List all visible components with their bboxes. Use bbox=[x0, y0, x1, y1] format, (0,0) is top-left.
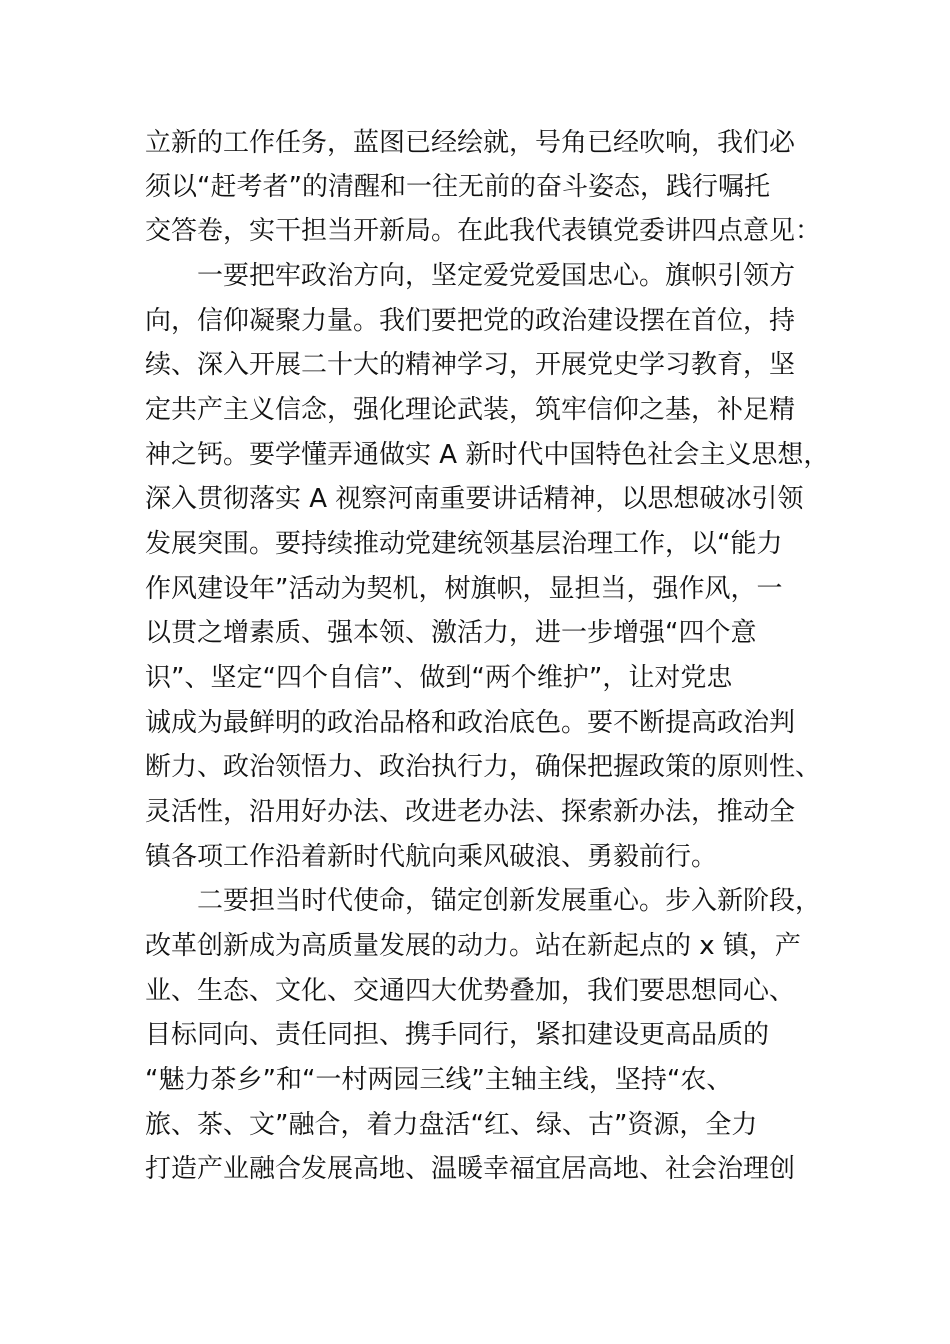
text-line: 打造产业融合发展高地、温暖幸福宜居高地、社会治理创 bbox=[145, 1154, 796, 1184]
text-line: 续、深入开展二十大的精神学习，开展党史学习教育，坚 bbox=[145, 350, 796, 380]
text-line: 交答卷，实干担当开新局。在此我代表镇党委讲四点意见： bbox=[145, 216, 822, 246]
text-line: 目标同向、责任同担、携手同行，紧扣建设更高品质的 bbox=[145, 1020, 770, 1050]
text-line: 定共产主义信念，强化理论武装，筑牢信仰之基，补足精 bbox=[145, 395, 796, 425]
text-line: 诚成为最鲜明的政治品格和政治底色。要不断提高政治判 bbox=[145, 708, 796, 738]
text-line: 镇各项工作沿着新时代航向乘风破浪、勇毅前行。 bbox=[145, 842, 718, 872]
paragraph-start-line: 一要把牢政治方向，坚定爱党爱国忠心。旗帜引领方 bbox=[197, 261, 796, 291]
text-line: 向，信仰凝聚力量。我们要把党的政治建设摆在首位，持 bbox=[145, 306, 796, 336]
text-line: 发展突围。要持续推动党建统领基层治理工作，以“能力 bbox=[145, 529, 783, 559]
text-line: 神之钙。要学懂弄通做实 A 新时代中国特色社会主义思想， bbox=[145, 440, 830, 470]
text-line: 旅、茶、文”融合，着力盘活“红、绿、古”资源，全力 bbox=[145, 1110, 758, 1140]
text-line: 业、生态、文化、交通四大优势叠加，我们要思想同心、 bbox=[145, 976, 796, 1006]
text-line: 作风建设年”活动为契机，树旗帜，显担当，强作风，一 bbox=[145, 574, 783, 604]
text-line: 断力、政治领悟力、政治执行力，确保把握政策的原则性、 bbox=[145, 752, 822, 782]
text-line: 改革创新成为高质量发展的动力。站在新起点的 x 镇，产 bbox=[145, 931, 801, 961]
text-line: 识”、坚定“四个自信”、做到“两个维护”，让对党忠 bbox=[145, 663, 733, 693]
text-line: 深入贯彻落实 A 视察河南重要讲话精神，以思想破冰引领 bbox=[145, 484, 804, 514]
text-line: “魅力茶乡”和“一村两园三线”主轴主线，坚持“农、 bbox=[145, 1065, 733, 1095]
text-line: 灵活性，沿用好办法、改进老办法、探索新办法，推动全 bbox=[145, 797, 796, 827]
paragraph-start-line: 二要担当时代使命，锚定创新发展重心。步入新阶段， bbox=[197, 886, 822, 916]
text-line: 须以“赶考者”的清醒和一往无前的奋斗姿态，践行嘱托 bbox=[145, 172, 770, 202]
text-line: 立新的工作任务，蓝图已经绘就，号角已经吹响，我们必 bbox=[145, 128, 796, 158]
text-line: 以贯之增素质、强本领、激活力，进一步增强“四个意 bbox=[145, 618, 757, 648]
